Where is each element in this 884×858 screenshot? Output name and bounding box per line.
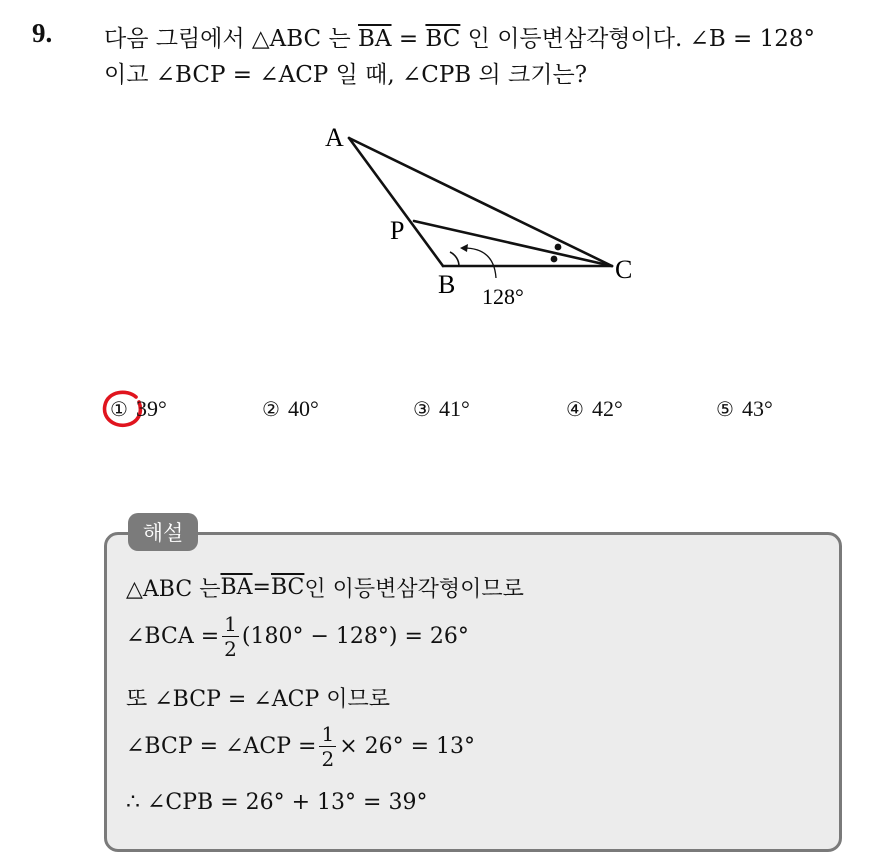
question-text-end: 인 이등변삼각형이다. ∠B = 128° [460,26,816,52]
choice-number: ② [262,397,280,421]
fraction-one-half [319,724,336,769]
equal-angle-dot [555,244,562,251]
choice-number: ① [110,397,128,421]
denominator: 2 [321,747,335,771]
segment-pc [414,221,612,266]
solution-text-end: 인 이등변삼각형이므로 [304,577,524,602]
angle-leader [464,248,496,278]
choice-value: 41° [438,396,470,421]
segment-ba: $\overline{BA}$ [358,26,392,52]
solution-tag: 해설 [128,513,198,551]
choice-1[interactable] [110,396,167,422]
solution-line-3: 또 ∠BCP = ∠ACP 이므로 [126,687,391,712]
equals-sign: = [391,26,426,52]
choice-3[interactable] [413,396,470,422]
solution-line-5: ∴ ∠CPB = 26° + 13° = 39° [126,790,428,815]
choice-value: 39° [135,396,167,421]
choice-4[interactable] [566,396,623,422]
solution-text-end: (180° − 128°) = 26° [241,624,469,649]
question-number: 9. [32,18,53,48]
question-line-1 [104,20,815,53]
equals-sign: = [252,575,271,600]
choice-value: 43° [741,396,773,421]
label-b: B [438,270,456,299]
choice-number: ⑤ [716,397,734,421]
denominator: 2 [224,637,237,661]
side-ac [349,138,612,266]
question-line-2: 이고 ∠BCP = ∠ACP 일 때, ∠CPB 의 크기는? [104,62,588,88]
choice-2[interactable] [262,396,319,422]
solution-line-2 [126,614,469,659]
label-c: C [615,255,633,284]
choice-value: 40° [287,396,319,421]
side-ab [349,138,443,266]
arrowhead [460,244,468,252]
solution-line-1 [126,572,524,603]
angle-arc [450,252,459,266]
equal-angle-dot [551,256,558,263]
label-a: A [325,123,344,152]
solution-text: △ABC 는 [126,577,221,602]
numerator: 1 [224,612,237,636]
solution-text-end: × 26° = 13° [339,734,476,759]
choice-value: 42° [591,396,623,421]
triangle-figure [310,110,650,310]
question-text: 다음 그림에서 △ABC 는 [104,26,358,52]
choice-number: ④ [566,397,584,421]
choice-number: ③ [413,397,431,421]
segment-bc: $\overline{BC}$ [425,26,461,52]
label-p: P [390,216,405,245]
label-angle-b: 128° [482,284,524,309]
numerator: 1 [321,722,335,746]
choice-5[interactable] [716,396,773,422]
solution-line-4 [126,724,475,769]
fraction-one-half [222,614,239,659]
segment-ba: $\overline{BA}$ [220,575,253,600]
solution-text: ∠BCP = ∠ACP = [126,734,317,759]
solution-text: ∠BCA = [126,624,220,649]
segment-bc: $\overline{BC}$ [270,575,305,600]
